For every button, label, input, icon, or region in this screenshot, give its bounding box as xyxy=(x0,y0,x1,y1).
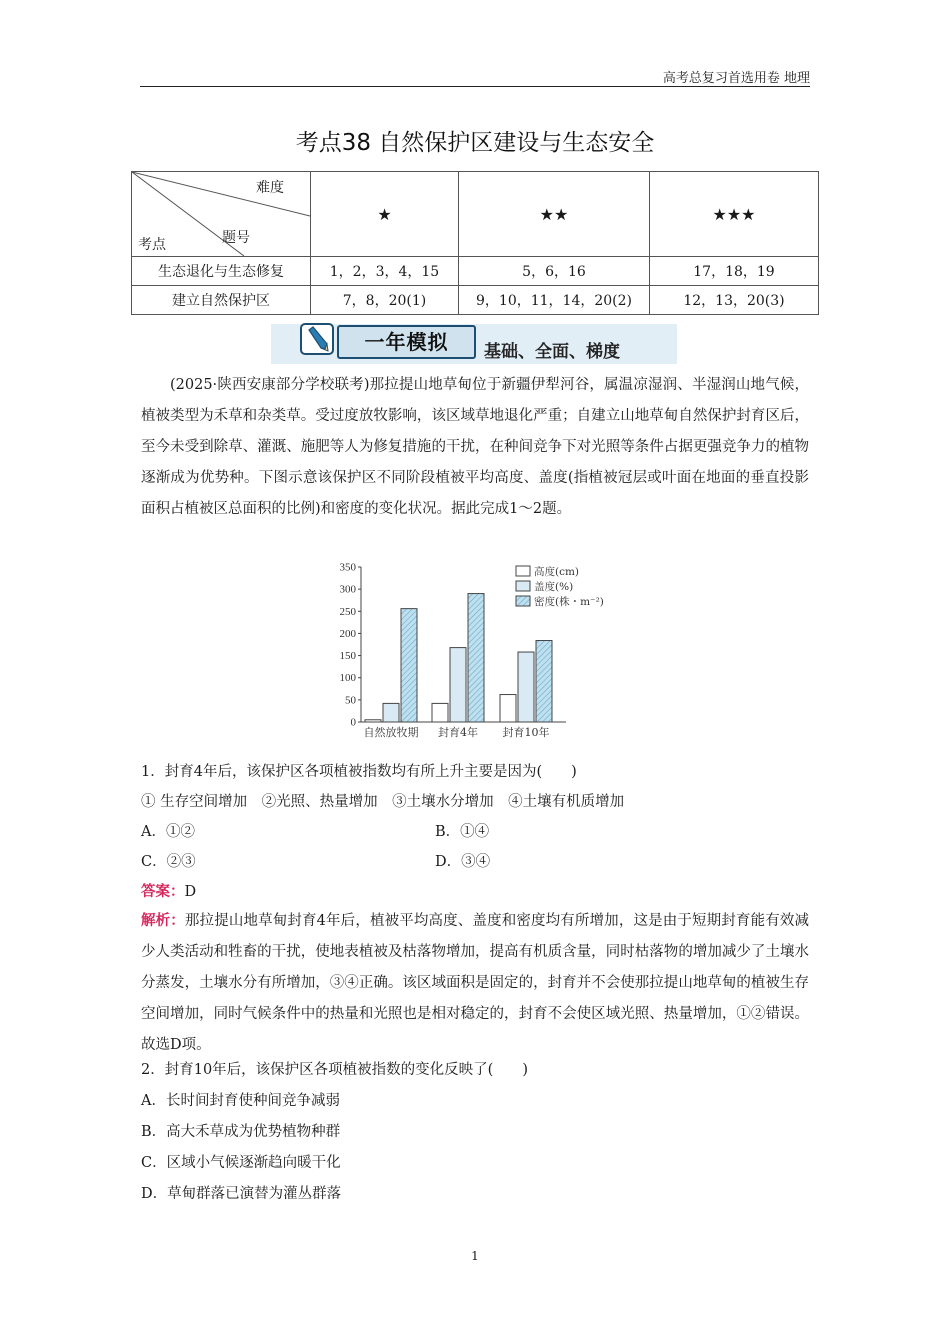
passage: (2025·陕西安康部分学校联考)那拉提山地草甸位于新疆伊犁河谷，属温凉湿润、半湿润山地气候，植被类型为禾草和杂类草。受过度放牧影响，该区域草地退化严重；自建立山地草甸自然保护封育区后，至今未受到除草、灌溉、施肥等人为修复措施的干扰，在种间竞争下对光照等条件占据更强竞争力的植物逐渐成为优势种。下图示意该保护区不同阶段植被平均高度、盖度(指植被冠层或叶面在地面的垂直投影面积占植被区总面积的比例)和密度的变化状况。据此完成1～2题。 xyxy=(141,377,809,517)
q2-option-c: C．区域小气候逐渐趋向暖干化 xyxy=(141,1155,341,1171)
bar xyxy=(468,594,484,722)
bar xyxy=(518,652,534,722)
bar xyxy=(500,695,516,722)
corner-label-number: 题号 xyxy=(222,230,250,246)
level-one-star: ★ xyxy=(311,172,459,257)
q1-option-d: D．③④ xyxy=(435,854,491,870)
y-tick-label: 100 xyxy=(339,672,356,685)
y-tick-label: 350 xyxy=(339,561,356,574)
bar-chart xyxy=(330,555,630,743)
level-three-star: ★★★ xyxy=(650,172,819,257)
y-tick-label: 250 xyxy=(339,605,356,618)
row-cell: 12，13，20(3) xyxy=(650,286,819,315)
x-tick-label: 自然放牧期 xyxy=(363,726,419,739)
q2-stem: 2．封育10年后，该保护区各项植被指数的变化反映了( ) xyxy=(141,1062,528,1078)
q1-answer xyxy=(141,880,196,901)
table-corner-cell xyxy=(132,172,311,257)
row-topic: 生态退化与生态修复 xyxy=(132,257,311,286)
bar xyxy=(365,720,381,722)
bar xyxy=(401,609,417,722)
x-tick-label: 封育4年 xyxy=(438,726,478,739)
y-tick-label: 200 xyxy=(339,627,356,640)
y-tick-label: 150 xyxy=(339,650,356,663)
page-title: 考点38 自然保护区建设与生态安全 xyxy=(295,130,655,156)
bar xyxy=(432,703,448,722)
x-tick-label: 封育10年 xyxy=(502,726,550,739)
q2-option-b: B．高大禾草成为优势植物种群 xyxy=(141,1124,341,1140)
page-number: 1 xyxy=(471,1249,479,1263)
corner-label-topic: 考点 xyxy=(138,237,166,253)
y-tick-label: 300 xyxy=(339,583,356,596)
q1-analysis xyxy=(141,905,809,1061)
q1-option-c: C．②③ xyxy=(141,854,196,870)
q2-option-d: D．草甸群落已演替为灌丛群落 xyxy=(141,1186,342,1202)
section-tag: 一年模拟 xyxy=(337,325,476,359)
running-header: 高考总复习首选用卷 地理 xyxy=(662,71,810,86)
legend-swatch xyxy=(516,596,530,606)
analysis-label: 解析： xyxy=(141,912,185,929)
row-cell: 7，8，20(1) xyxy=(311,286,459,315)
section-subtitle: 基础、全面、梯度 xyxy=(484,342,620,362)
y-tick-label: 0 xyxy=(350,716,356,729)
row-cell: 1，2，3，4，15 xyxy=(311,257,459,286)
legend-swatch xyxy=(516,566,530,576)
row-cell: 5，6，16 xyxy=(459,257,650,286)
row-cell: 9，10，11，14，20(2) xyxy=(459,286,650,315)
q1-option-a: A．①② xyxy=(141,824,195,840)
q1-option-b: B．①④ xyxy=(435,824,490,840)
q1-stem: 1．封育4年后，该保护区各项植被指数均有所上升主要是因为( ) xyxy=(141,764,577,780)
section-banner xyxy=(271,324,677,364)
bar xyxy=(536,641,552,722)
difficulty-table xyxy=(131,171,819,315)
table-row xyxy=(132,257,819,286)
header-rule xyxy=(140,86,810,87)
pencil-icon xyxy=(299,322,337,356)
legend-label: 密度(株・m⁻²) xyxy=(534,596,604,608)
analysis-text: 那拉提山地草甸封育4年后，植被平均高度、盖度和密度均有所增加，这是由于短期封育能有效减少人类活动和牲畜的干扰，使地表植被及枯落物增加，提高有机质含量，同时枯落物的增加减少了土壤水分蒸发，土壤水分有所增加，③④正确。该区域面积是固定的，封育并不会使那拉提山地草甸的植被生存空间增加，同时气候条件中的热量和光照也是相对稳定的，封育不会使区域光照、热量增加，①②错误。故选D项。 xyxy=(141,913,809,1053)
bar xyxy=(450,648,466,722)
row-topic: 建立自然保护区 xyxy=(132,286,311,315)
q2-option-a: A．长时间封育使种间竞争减弱 xyxy=(141,1093,340,1109)
q1-statements: ① 生存空间增加 ②光照、热量增加 ③土壤水分增加 ④土壤有机质增加 xyxy=(141,794,625,810)
y-tick-label: 50 xyxy=(345,694,356,707)
bar xyxy=(383,703,399,722)
answer-label: 答案： xyxy=(141,883,185,900)
level-two-star: ★★ xyxy=(459,172,650,257)
legend-label: 盖度(%) xyxy=(534,581,574,593)
table-row xyxy=(132,286,819,315)
answer-value: D xyxy=(184,884,197,900)
corner-label-difficulty: 难度 xyxy=(256,180,284,196)
row-cell: 17，18，19 xyxy=(650,257,819,286)
legend-label: 高度(cm) xyxy=(534,566,580,578)
legend-swatch xyxy=(516,581,530,591)
